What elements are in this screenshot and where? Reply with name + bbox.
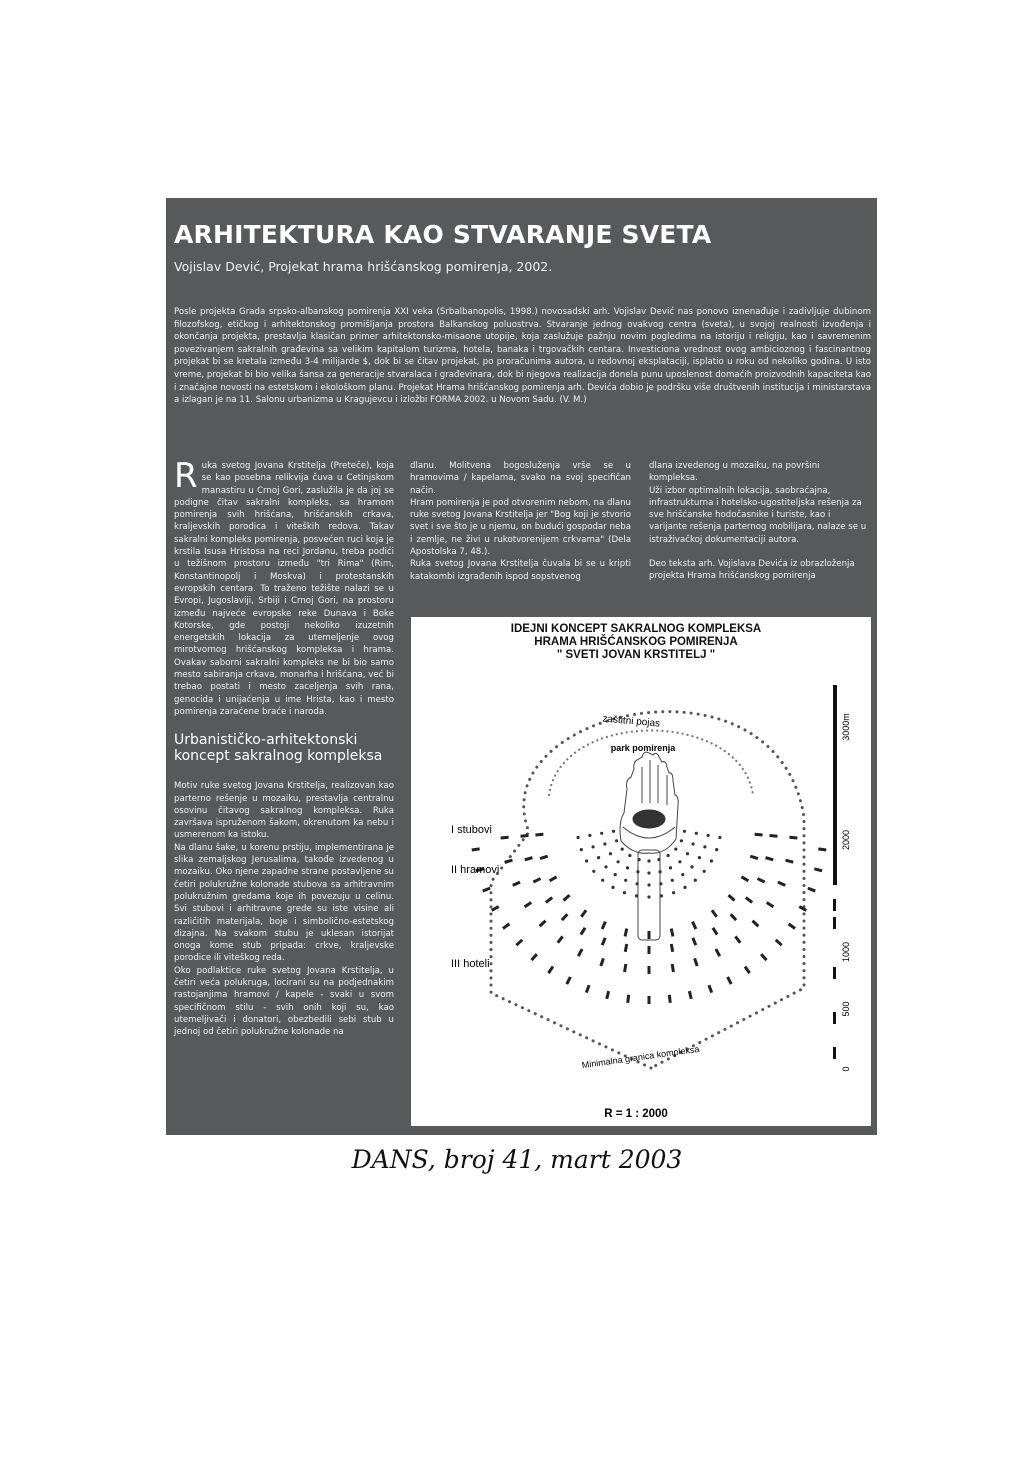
column-marker (660, 894, 663, 897)
scale-bar-segment (833, 967, 836, 979)
column-marker (592, 845, 595, 848)
column-marker (615, 839, 618, 842)
scale-tick-label: 500 (841, 1001, 851, 1017)
column-marker (680, 839, 683, 842)
temple-marker (545, 896, 553, 903)
scale-bar-segment (833, 899, 836, 911)
hotel-marker (818, 847, 826, 851)
column-marker (647, 871, 650, 874)
column-marker (603, 842, 606, 845)
hotel-marker (530, 953, 538, 961)
column-marker (580, 848, 583, 851)
hotel-marker (807, 887, 816, 893)
body-paragraph: dlanu. Molitvena bogosluženja vrše se u hramovima / kapelama, svako na svoj specifičan način. (410, 461, 631, 496)
column-marker (638, 858, 641, 861)
park-label: park pomirenja (610, 743, 676, 753)
hotel-marker (775, 939, 783, 947)
scale-bar-segment (833, 1047, 836, 1059)
scale-bar-segment (833, 917, 836, 929)
column-marker (694, 879, 697, 882)
column-marker (585, 859, 588, 862)
column-marker (621, 848, 624, 851)
column-marker (674, 848, 677, 851)
column-marker (681, 873, 684, 876)
hotel-marker (648, 996, 651, 1004)
hotel-marker (547, 966, 554, 974)
scale-tick-label: 0 (841, 1066, 851, 1072)
scale-bar-top-segment (833, 685, 837, 885)
article-intro: Posle projekta Grada srpsko-albanskog pomirenja XXI veka (Srbalbanopolis, 1998.) novosadski arh. Vojislav Dević nas ponovo iznenađuje i zadivljuje dubinom filozofskog, etičkog i arhitektonskog promišljanja prostora Balkanskog poluostrva. Stvaranje jednog ovakvog centra (sveta), u svojoj realnosti izvođenja i okončanja projekta, prestavlja klasičan primer arhitektonsko-misaone utopije, koja zaslužuje pažnju novim pogledima na istoriju i religiju, kao i savremenim povezivanjem sakralnih građevina sa velikim kapitalom turizma, hotela, banaka i trgovačkih centara. Investiciona vrednost ovog ambicioznog i fascinantnog projekat bi se kretala između 3-4 milijarde $, dok bi se čitav projekat, po proračunima autora, u redovnoj eksplataciji, isplatio u roku od nekoliko godina. U isto vreme, projekat bi bio velika šansa za generacije stvaralaca i građevinara, dok bi njegova realizacija donela punu uposlenost domaćih proizvodnih kapaciteta kao i značajne novosti na estetskom i ekološkom planu. Projekat Hrama hrišćanskog pomirenja arh. Devića dobio je podršku više društvenih institucija i ministarstava a izlagan je na 11. Salonu urbanizma u Kragujevcu i izložbi FORMA 2002. u Novom Sadu. (V. M.) (174, 307, 871, 406)
temple-marker (670, 928, 675, 936)
temple-marker (750, 855, 759, 860)
hotel-marker (726, 976, 732, 984)
temple-marker (691, 937, 697, 946)
article-title: ARHITEKTURA KAO STVARANJE SVETA (174, 220, 712, 249)
temple-marker (765, 856, 774, 861)
hotel-marker (788, 923, 796, 930)
temple-marker (561, 913, 569, 921)
scale-tick-label: 3000m (841, 713, 851, 741)
body-paragraph: Na dlanu šake, u korenu prstiju, implementirana je slika zemaljskog Jerusalima, takođe izvedenog u mozaiku. Oko njene zapadne strane postavljene su četiri polukružne kolonade stubova sa arhitravnim polukružnim gredama koje ih povezuju u celinu. Svi stubovi i arhitravne grede su iste visine ali različitih materijala, boje i simbolično-estetskog dizajna. Na svakom stubu je uklesan istorijat onoga kome stub pripada: crkve, kraljevske porodice ili viteškog reda. (174, 842, 394, 964)
minimum-boundary-outline (491, 712, 804, 1071)
scale-bar-segment (833, 1012, 836, 1024)
column-marker (597, 856, 600, 859)
hotel-marker (577, 948, 583, 956)
hotel-marker (515, 939, 523, 947)
hotel-marker (707, 985, 713, 994)
scale-tick-label: 1000 (841, 941, 851, 963)
temple-marker (757, 877, 766, 883)
hotel-marker (668, 995, 672, 1003)
legend-temples: II hramovi (451, 864, 500, 876)
legend-columns: I stubovi (451, 824, 492, 836)
hotel-marker (500, 836, 508, 840)
column-marker (692, 842, 695, 845)
hotel-marker (785, 859, 793, 864)
temple-marker (741, 876, 749, 883)
diagram-title-3: " SVETI JOVAN KRSTITELJ " (556, 649, 716, 661)
temple-marker (563, 894, 571, 902)
hotel-marker (585, 985, 591, 994)
hand-icon (620, 752, 678, 940)
temple-marker (624, 944, 628, 952)
body-paragraph: Ruka svetog Jovana Krstitelja čuvala bi se u kripti katakombi izgrađenih ispod sopstvenog (410, 559, 631, 582)
column-marker (609, 852, 612, 855)
column-marker (611, 886, 614, 889)
column-marker (686, 852, 689, 855)
temple-marker (745, 896, 753, 903)
column-marker (592, 870, 595, 873)
temple-marker (648, 931, 651, 939)
body-column-1 (174, 456, 394, 1038)
body-paragraph: Motiv ruke svetog Jovana Krstitelja, realizovan kao parterno rešenje u mozaiku, prestavlja centralnu osovinu čitavog sakralnog kompleksa. Ruka završava ispruženom šakom, okrenutom ka nebu i usmerenom ka istoku. (174, 781, 394, 841)
column-marker (612, 830, 615, 833)
legend-hotels: III hoteli (451, 958, 490, 970)
hotel-marker (777, 881, 786, 887)
column-marker (698, 856, 701, 859)
hotel-marker (502, 923, 510, 930)
column-marker (659, 882, 662, 885)
temple-marker (580, 909, 587, 917)
column-marker (577, 836, 580, 839)
hotel-marker (814, 867, 823, 872)
hotel-marker (539, 920, 547, 928)
temple-marker (769, 834, 777, 838)
column-marker (683, 830, 686, 833)
column-marker (715, 848, 718, 851)
column-marker (647, 883, 650, 886)
temple-marker (524, 856, 533, 861)
hotel-marker (688, 991, 693, 999)
column-marker (678, 860, 681, 863)
column-marker (683, 886, 686, 889)
hotel-marker (648, 966, 651, 974)
temple-marker (533, 877, 542, 883)
body-paragraph: Uži izbor optimalnih lokacija, saobraćajna, infrastrukturna i hotelsko-ugostiteljska rešenja za sve hrišćanske hodočasnike i turiste, kao i varijante rešenja parternog mobilijara, nalaze se u istraživačkoj dokumentaciji autora. (649, 485, 867, 545)
column-marker (703, 845, 706, 848)
column-marker (667, 854, 670, 857)
body-paragraph: Oko podlaktice ruke svetog Jovana Krstitelja, u četiri veća polukruga, locirani su na podjednakim rastojanjima hramovi / kapele - svaki u svom specifičnom stilu - svih onih koji su, kao utemeljivači i donatori, obezbedili sebi stub u jednoj od četiri polukružne kolonade na (174, 965, 394, 1038)
scale-ratio-label: R = 1 : 2000 (604, 1108, 668, 1120)
temple-marker (549, 876, 557, 883)
column-marker (672, 891, 675, 894)
hotel-marker (734, 936, 741, 944)
protective-zone-arc (549, 731, 753, 796)
boundary-label: Minimalna granica kompleksa (581, 1043, 700, 1071)
column-marker (657, 858, 660, 861)
hotel-marker (766, 901, 774, 908)
article-sheet (166, 198, 877, 1135)
temple-marker (601, 921, 607, 930)
temple-marker (520, 834, 528, 838)
colonnade-arcs (472, 830, 827, 1004)
column-marker (636, 870, 639, 873)
hotel-marker (472, 847, 480, 851)
temple-marker (711, 909, 718, 917)
hotel-marker (557, 936, 564, 944)
column-marker (635, 894, 638, 897)
section-heading: Urbanističko-arhitektonski koncept sakralnog kompleksa (174, 732, 383, 765)
hotel-marker (482, 887, 491, 893)
column-marker (718, 836, 721, 839)
temple-marker (540, 855, 549, 860)
site-plan-diagram (411, 617, 871, 1126)
publication-caption: DANS, broj 41, mart 2003 (351, 1145, 683, 1174)
hotel-marker (565, 976, 571, 984)
protective-zone-label: zaštitni pojas (601, 713, 661, 730)
temple-marker (728, 894, 736, 902)
body-paragraph: Hram pomirenja je pod otvorenim nebom, na dlanu ruke svetog Jovana Krstitelja jer "Bog koji je stvorio svet i sve što je u njemu, on budući gospodar neba i zemlje, ne živi u rukotvorenijem crkvama" (Dela Apostolska 7, 48.). (410, 497, 631, 558)
hotel-marker (524, 901, 532, 908)
hotel-marker (693, 958, 698, 967)
hotel-marker (504, 859, 512, 864)
column-marker (617, 860, 620, 863)
column-marker (669, 866, 672, 869)
temple-marker (624, 928, 629, 936)
column-marker (601, 879, 604, 882)
hotel-marker (789, 836, 797, 840)
temple-marker (691, 921, 697, 930)
drop-cap: R (174, 456, 198, 496)
temple-marker (648, 946, 651, 954)
hotel-marker (715, 948, 721, 956)
temple-marker (754, 833, 762, 837)
body-paragraph: dlana izvedenog u mozaiku, na površini kompleksa. (649, 461, 820, 484)
source-note: Deo teksta arh. Vojislava Devića iz obrazloženja projekta Hrama hrišćanskog pomirenja (649, 559, 855, 582)
hotel-marker (760, 953, 768, 961)
column-marker (628, 854, 631, 857)
diagram-title-2: HRAMA HRIŠĆANSKOG POMIRENJA (534, 636, 738, 648)
hotel-marker (671, 964, 675, 972)
temple-marker (535, 833, 543, 837)
hotel-marker (599, 958, 604, 967)
hotel-marker (512, 881, 521, 887)
column-marker (710, 859, 713, 862)
body-paragraph: uka svetog Jovana Krstitelja (Preteče), koja se kao posebna relikvija čuva u Cetinjskom manastiru u Crnoj Gori, zaslužila je da joj se podigne čitav sakralni kompleks, sa hramom pomirenja svih hrišćana, hrišćanskih crkava, kraljevskih porodica i viteških redova. Takav sakralni kompleks pomirenja, posvećen ruci koja je krstila Isusa Hristosa na reci Jordanu, treba podići u težišnom prostoru između "tri Rima" (Rim, Konstantinopolj i Moskva) i protestanskih evropskih centara. To traženo težište nalazi se u Evropi, Jugoslaviji, Srbiji i Crnoj Gori, na prostoru između najveće evropske reke Dunava i Boke Kotorske, gde postoji nekoliko izuzetnih energetskih lokacija za utemeljenje ovog mirotvornog hrišćanskog kompleksa i hrama. Ovakav saborni sakralni kompleks ne bi bio samo mesto sabiranja crkava, monarha i hrišćana, već bi trebao postati i mesto zaceljenja svih rana, genocida i unijaćenja u ime Hrista, kao i mesto pomirenja zaraćene braće i naroda. (174, 461, 394, 717)
diagram-title-1: IDEJNI KONCEPT SAKRALNOG KOMPLEKSA (510, 623, 762, 635)
body-column-2 (410, 460, 631, 583)
temple-marker (580, 927, 587, 935)
hotel-marker (605, 991, 610, 999)
column-marker (600, 832, 603, 835)
column-marker (707, 834, 710, 837)
column-marker (626, 866, 629, 869)
temple-marker (601, 937, 607, 946)
column-marker (690, 865, 693, 868)
hotel-marker (744, 966, 751, 974)
hotel-marker (626, 995, 630, 1003)
column-marker (636, 882, 639, 885)
column-marker (647, 895, 650, 898)
temple-marker (712, 927, 719, 935)
column-marker (671, 879, 674, 882)
hotel-marker (751, 920, 759, 928)
temple-marker (730, 913, 738, 921)
column-marker (659, 870, 662, 873)
column-marker (604, 865, 607, 868)
body-column-3 (649, 460, 871, 583)
column-marker (647, 859, 650, 862)
column-marker (588, 834, 591, 837)
site-plan-svg (411, 617, 871, 1126)
column-marker (614, 873, 617, 876)
column-marker (624, 879, 627, 882)
scale-tick-label: 2000 (841, 829, 851, 851)
hotel-marker (623, 964, 627, 972)
scale-bar (833, 685, 851, 1072)
column-marker (703, 870, 706, 873)
temple-marker (670, 944, 674, 952)
column-marker (695, 832, 698, 835)
column-marker (623, 891, 626, 894)
article-subtitle: Vojislav Dević, Projekat hrama hrišćanskog pomirenja, 2002. (174, 259, 553, 274)
